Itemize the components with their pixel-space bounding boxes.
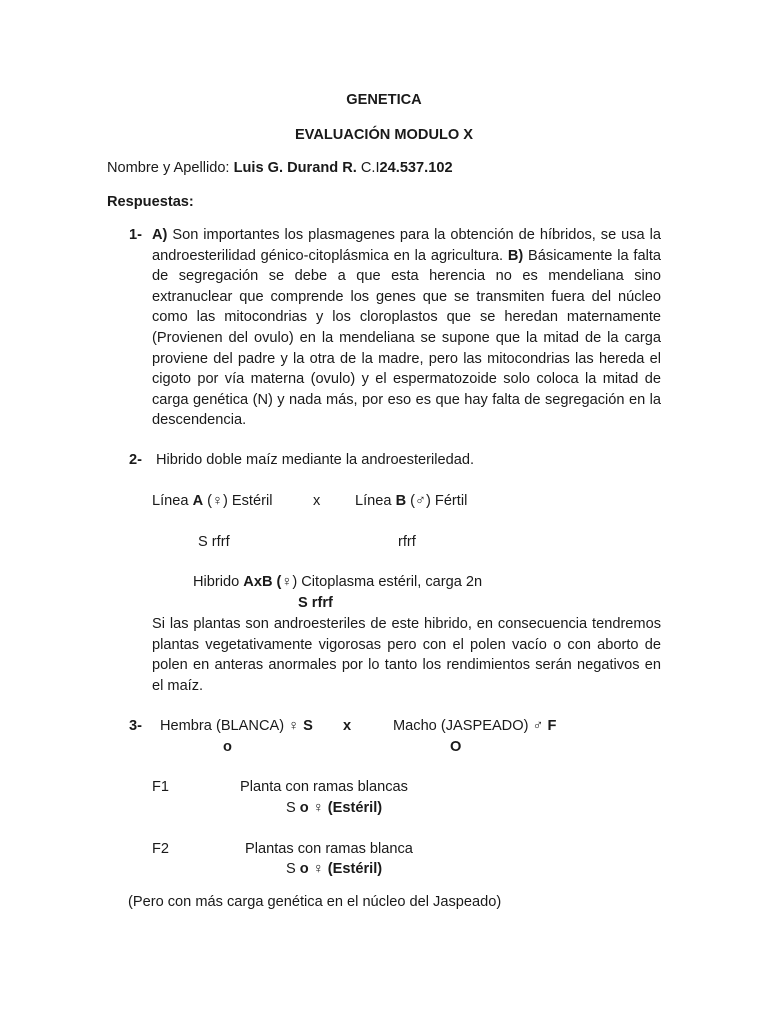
q1-b-label: B) [507,247,524,264]
hybrid-suffix: ♀) Citoplasma estéril, carga 2n [281,574,483,590]
f1-esteril: (Estéril) [327,800,383,816]
f1-genotype [286,798,382,818]
q2-paragraph: Si las plantas son androesteriles de este hibrido, en consecuencia tendremos plantas vegetativamente vigorosas pero con el polen vacío o con aborto de polen en anteras anormales por lo tanto los rendimientos serán negativos en el maíz. [152,616,661,694]
female-text: Hembra (BLANCA) ♀ [160,718,304,734]
female-s: S [303,718,313,734]
linea-a-letter: A [192,493,204,509]
hybrid-name: AxB ( [243,574,282,590]
name-label: Nombre y Apellido: [107,160,230,176]
f2-geno-s: S [286,861,300,877]
f2-text: Plantas con ramas blanca [245,841,413,857]
female-sub: o [223,739,232,755]
linea-b-letter: B [395,493,407,509]
f1-geno-symbol: ♀ [308,800,328,816]
respuestas-heading: Respuestas: [107,194,194,210]
f1-geno-s: S [286,800,300,816]
linea-b-prefix: Línea [355,493,396,509]
document-subtitle: EVALUACIÓN MODULO X [294,127,474,143]
hybrid-prefix: Hibrido [193,574,244,590]
linea-a-prefix: Línea [152,493,193,509]
f2-esteril: (Estéril) [327,861,383,877]
male-text: Macho (JASPEADO) ♂ [393,718,548,734]
q2-intro: Hibrido doble maíz mediante la androesteriledad. [156,452,475,468]
q3-female [160,716,313,736]
f2-geno-o: o [299,861,309,877]
q2-cross: x [313,493,321,509]
hybrid-genotype: S rfrf [298,595,333,611]
q2-number: 2- [129,452,142,468]
document-title: GENETICA [346,92,422,108]
q3-cross: x [343,718,352,734]
f2-genotype [286,859,382,879]
male-sub: O [450,739,462,755]
q1-number: 1- [129,227,142,243]
q3-number: 3- [129,718,142,734]
linea-b [355,491,467,511]
f1-label: F1 [152,779,170,795]
q3-male [393,716,556,736]
f1-geno-o: o [299,800,309,816]
q3-note: (Pero con más carga genética en el núcleo del Jaspeado) [128,894,502,910]
q1-a-text: Son importantes los plasmagenes para la obtención de híbridos, se usa la androesterilidad génico-citoplásmica en la agricultura. [152,227,661,264]
f2-label: F2 [152,841,170,857]
ci-label: C.I [360,160,380,176]
student-line [107,158,453,178]
ci-value: 24.537.102 [379,160,453,176]
f2-geno-symbol: ♀ [308,861,328,877]
male-f: F [547,718,557,734]
linea-b-suffix: (♂) Fértil [406,493,468,509]
q1-a-label: A) [152,227,168,243]
q1-b-text: Básicamente la falta de segregación se debe a que esta herencia no es mendeliana sino extranuclear que comprende los genes que se transmiten fuera del núcleo como las mitocondrias y los cloroplastos que se heredan maternamente (Provienen del ovulo) en la mendeliana se supone que la mitad de la carga proviene del padre y la otra de la madre, pero las mitocondrias las hereda el cigoto por vía materna (ovulo) y el espermatozoide solo coloca la mitad de carga genética (N) y nada más, por eso es que hay falta de segregación en la descendencia. [152,247,661,429]
linea-a-suffix: (♀) Estéril [203,493,273,509]
genotype-b: rfrf [398,534,416,550]
q1-answer [152,225,661,431]
genotype-a: S rfrf [198,534,230,550]
hybrid-line [193,572,482,592]
linea-a [152,491,272,511]
student-name: Luis G. Durand R. [233,160,357,176]
f1-text: Planta con ramas blancas [240,779,408,795]
